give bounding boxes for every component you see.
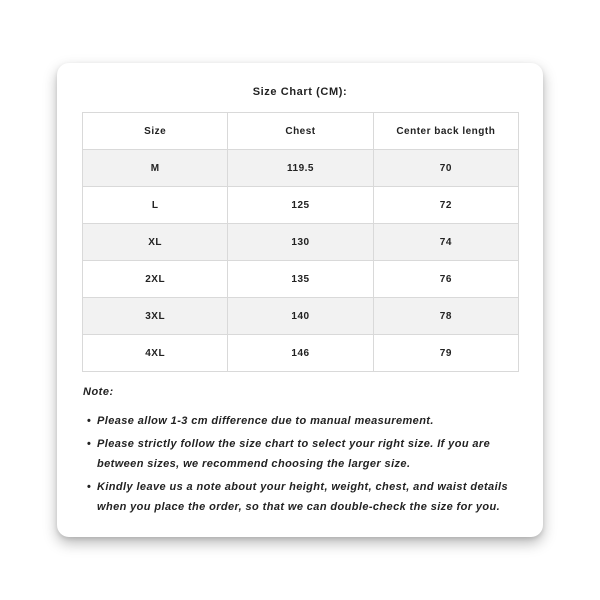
table-row (83, 150, 519, 187)
cell-size: M (83, 150, 228, 187)
cell-center-back-length: 74 (373, 224, 518, 261)
cell-center-back-length: 78 (373, 298, 518, 335)
table-row (83, 298, 519, 335)
cell-center-back-length: 76 (373, 261, 518, 298)
cell-chest: 125 (228, 187, 373, 224)
chart-title: Size Chart (CM): (252, 86, 348, 98)
cell-size: 3XL (83, 298, 228, 335)
cell-size: L (83, 187, 228, 224)
header-center-back-length: Center back length (373, 113, 518, 150)
table-row (83, 224, 519, 261)
cell-chest: 119.5 (228, 150, 373, 187)
note-text: Kindly leave us a note about your height, weight, chest, and waist details when you place the order, so that we can double-check the size for you. (97, 481, 509, 513)
note-text: Please strictly follow the size chart to select your right size. If you are between sizes, we recommend choosing the larger size. (97, 438, 491, 470)
bullet-icon: • (87, 415, 92, 427)
table-row (83, 335, 519, 372)
table-row (83, 187, 519, 224)
cell-size: 2XL (83, 261, 228, 298)
cell-chest: 135 (228, 261, 373, 298)
size-table (82, 112, 519, 372)
header-size: Size (83, 113, 228, 150)
note-item (83, 434, 523, 474)
cell-center-back-length: 70 (373, 150, 518, 187)
cell-center-back-length: 79 (373, 335, 518, 372)
notes-list (83, 411, 523, 520)
header-chest: Chest (228, 113, 373, 150)
cell-size: 4XL (83, 335, 228, 372)
bullet-icon: • (87, 481, 92, 493)
table-row (83, 261, 519, 298)
note-item (83, 477, 523, 517)
note-text: Please allow 1-3 cm difference due to manual measurement. (97, 415, 434, 427)
cell-chest: 146 (228, 335, 373, 372)
table-header-row (83, 113, 519, 150)
size-chart-card (57, 63, 543, 537)
note-item (83, 411, 523, 431)
cell-chest: 140 (228, 298, 373, 335)
cell-size: XL (83, 224, 228, 261)
cell-center-back-length: 72 (373, 187, 518, 224)
bullet-icon: • (87, 438, 92, 450)
note-label: Note: (83, 386, 114, 398)
cell-chest: 130 (228, 224, 373, 261)
